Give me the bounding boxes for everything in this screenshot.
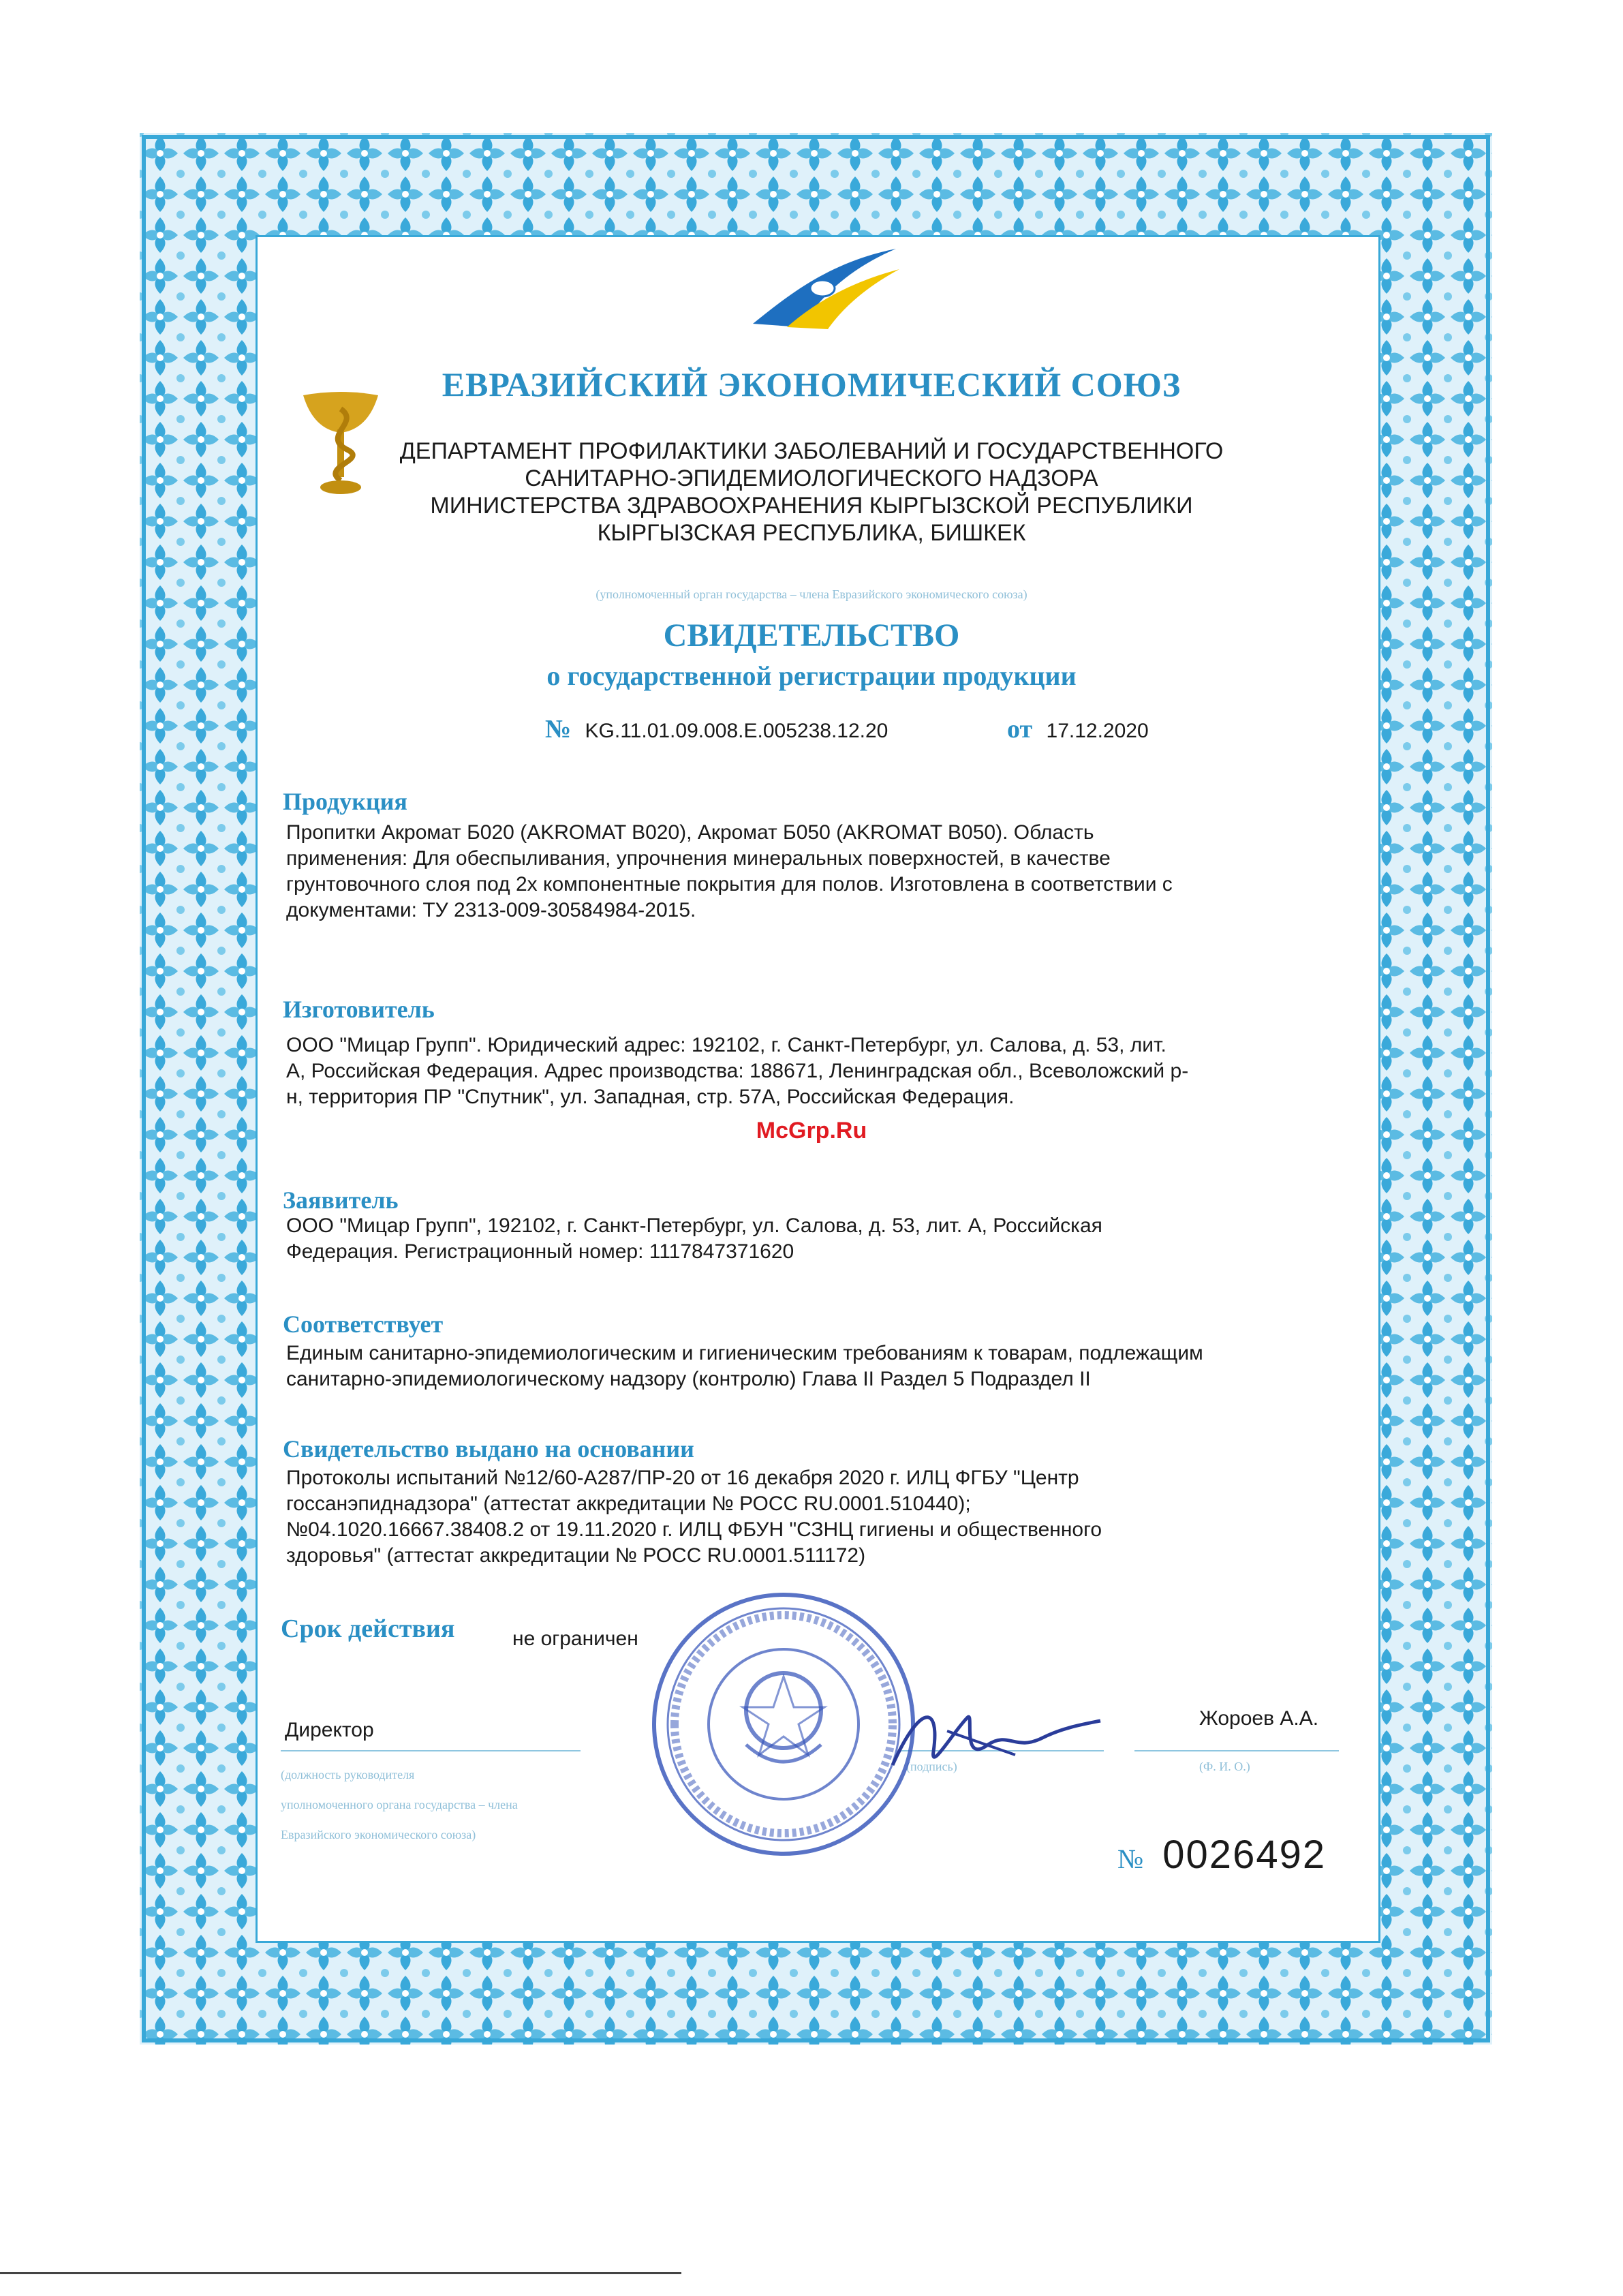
blank-number-row [1117,1832,1326,1878]
union-title: ЕВРАЗИЙСКИЙ ЭКОНОМИЧЕСКИЙ СОЮЗ [442,365,1181,403]
position-note-line: Евразийского экономического союза) [281,1828,476,1841]
certificate-subtitle: о государственной регистрации продукции [546,660,1077,691]
complies-text [286,1341,1349,1392]
manufacturer-text [286,1032,1349,1110]
basis-line: №04.1020.16667.38408.2 от 19.11.2020 г. ИЛЦ ФБУН "СЗНЦ гигиены и общественного [286,1518,1102,1541]
eaeu-logo-icon [746,242,903,331]
basis-line: Протоколы испытаний №12/60-А287/ПР-20 от 16 декабря 2020 г. ИЛЦ ФГБУ "Центр [286,1467,1079,1489]
signature-note: (подпись) [906,1760,957,1773]
certificate-date-row [1007,714,1149,744]
position-underline [281,1750,581,1751]
product-line: грунтовочного слоя под 2х компонентные покрытия для полов. Изготовлена в соответствии с [286,873,1173,896]
applicant-heading: Заявитель [283,1187,399,1214]
certificate-date: 17.12.2020 [1046,720,1149,742]
basis-heading: Свидетельство выдано на основании [283,1435,694,1463]
complies-line: Единым санитарно-эпидемиологическим и гигиеническим требованиям к товарам, подлежащим [286,1342,1203,1364]
basis-line: здоровья" (аттестат аккредитации № РОСС RU.0001.511172) [286,1544,866,1567]
authority-note: (уполномоченный орган государства – члена Евразийского экономического союза) [596,587,1027,601]
department-line-2: САНИТАРНО-ЭПИДЕМИОЛОГИЧЕСКОГО НАДЗОРА [525,465,1098,491]
signatory-position: Директор [285,1719,374,1741]
scan-edge-line [0,2272,681,2274]
applicant-text [286,1213,1349,1265]
certificate-number: KG.11.01.09.008.E.005238.12.20 [585,720,888,742]
signature-icon [879,1690,1104,1786]
date-label: от [1007,715,1033,744]
product-heading: Продукция [283,788,407,815]
complies-line: санитарно-эпидемиологическому надзору (контролю) Глава II Раздел 5 Подраздел II [286,1368,1091,1390]
position-note-line: (должность руководителя [281,1768,415,1781]
basis-text [286,1465,1349,1569]
number-label: № [545,715,572,744]
watermark: McGrp.Ru [756,1118,867,1144]
manufacturer-line: А, Российская Федерация. Адрес производства: 188671, Ленинградская обл., Всеволожский р- [286,1060,1189,1082]
manufacturer-line: ООО "Мицар Групп". Юридический адрес: 192102, г. Санкт-Петербург, ул. Салова, д. 53, лит. [286,1034,1166,1056]
department-line-3: МИНИСТЕРСТВА ЗДРАВООХРАНЕНИЯ КЫРГЫЗСКОЙ РЕСПУБЛИКИ [430,493,1193,519]
applicant-line: ООО "Мицар Групп", 192102, г. Санкт-Петербург, ул. Салова, д. 53, лит. А, Российская [286,1214,1102,1237]
blank-number-label: № [1117,1843,1145,1874]
position-note [281,1760,518,1850]
department-line-4: КЫРГЫЗСКАЯ РЕСПУБЛИКА, БИШКЕК [597,520,1026,546]
name-underline [1134,1750,1339,1751]
product-text [286,820,1349,923]
name-note: (Ф. И. О.) [1199,1760,1250,1773]
validity-value: не ограничен [512,1627,638,1650]
product-line: применения: Для обеспыливания, упрочнения минеральных поверхностей, в качестве [286,847,1111,870]
department-line-1: ДЕПАРТАМЕНТ ПРОФИЛАКТИКИ ЗАБОЛЕВАНИЙ И ГОСУДАРСТВЕННОГО [399,438,1224,464]
validity-heading: Срок действия [281,1614,455,1643]
product-line: Пропитки Акромат Б020 (AKROMAT B020), Акромат Б050 (AKROMAT B050). Область [286,821,1094,844]
applicant-line: Федерация. Регистрационный номер: 1117847371620 [286,1240,794,1263]
certificate-title: СВИДЕТЕЛЬСТВО [663,617,960,654]
basis-line: госсанэпиднадзора" (аттестат аккредитации № РОСС RU.0001.510440); [286,1493,971,1515]
position-note-line: уполномоченного органа государства – члена [281,1798,518,1811]
complies-heading: Соответствует [283,1311,444,1338]
blank-number: 0026492 [1162,1833,1327,1877]
signatory-name: Жороев А.А. [1199,1707,1319,1730]
product-line: документами: ТУ 2313-009-30584984-2015. [286,899,696,921]
manufacturer-heading: Изготовитель [283,996,435,1023]
certificate-number-row [545,714,888,744]
manufacturer-line: н, территория ПР "Спутник", ул. Западная, стр. 57А, Российская Федерация. [286,1086,1015,1108]
